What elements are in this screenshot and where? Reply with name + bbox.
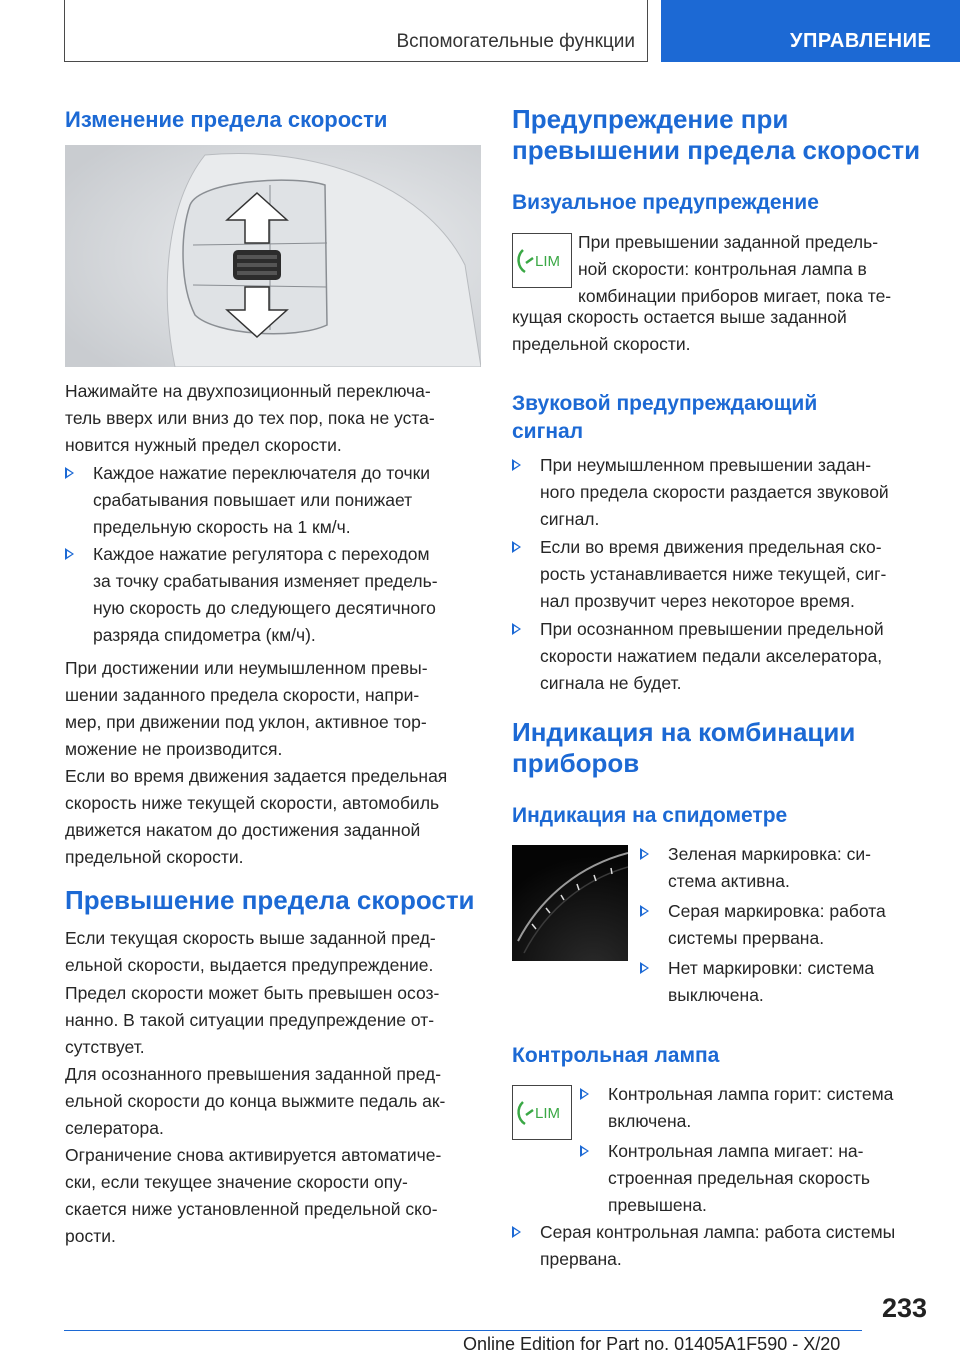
footer-rule [64, 1330, 862, 1331]
bullet-triangle-icon [580, 1088, 589, 1100]
list-item: Каждое нажатие регулятора с переходом за точку срабатывания изменяет предель- ную скорость до следующего десятичного разряда спидометра (км/ч). [65, 541, 481, 649]
chapter-title: УПРАВЛЕНИЕ [790, 30, 932, 52]
list-item: Каждое нажатие переключателя до точки срабатывания повышает или понижает предельную скорость на 1 км/ч. [65, 460, 481, 541]
page-number: 233 [881, 1293, 927, 1323]
speedometer-illustration [512, 845, 628, 961]
heading-sound-signal: Звуковой предупреждающий сигнал [512, 392, 818, 443]
lim-lamp-icon: LIM [512, 233, 572, 288]
heading-indicator-lamp: Контрольная лампа [512, 1044, 720, 1067]
bullet-triangle-icon [512, 623, 521, 635]
header-section-box [64, 0, 648, 62]
heading-warning: Предупреждение при превышении предела скорости [512, 104, 921, 165]
para-press-pedal: Для осознанного превышения заданной пред- ельной скорости до конца выжмите педаль ак- селератора. [65, 1064, 446, 1138]
steering-switch-illustration [65, 145, 481, 367]
list-item: Нет маркировки: система выключена. [640, 955, 930, 1011]
section-title: Вспомогательные функции [396, 31, 635, 52]
bullet-triangle-icon [640, 962, 649, 974]
list-item: Зеленая маркировка: си- стема активна. [640, 841, 930, 897]
bullet-triangle-icon [65, 467, 74, 479]
list-item: Серая контрольная лампа: работа системы прервана. [512, 1219, 932, 1275]
heading-instrument-cluster: Индикация на комбинации приборов [512, 717, 856, 778]
para-conscious-exceed: Предел скорости может быть превышен осоз- нанно. В такой ситуации предупреждение от- сутствует. [65, 983, 440, 1057]
bullet-triangle-icon [580, 1145, 589, 1157]
para-active-braking: При достижении или неумышленном превы- шении заданного предела скорости, напри- мер, при движении под уклон, активное тор- можение не производится. [65, 658, 428, 759]
list-item: При осознанном превышении предельной скорости нажатием педали акселератора, сигнала не будет. [512, 616, 932, 697]
lim-lamp-icon: LIM [512, 1085, 572, 1140]
bullet-triangle-icon [512, 1226, 521, 1238]
bullet-triangle-icon [512, 459, 521, 471]
steering-switch-image [65, 145, 481, 367]
heading-visual-warning: Визуальное предупреждение [512, 191, 819, 214]
para-visual-warning-cont: кущая скорость остается выше заданной предельной скорости. [512, 307, 847, 354]
heading-speedometer: Индикация на спидометре [512, 804, 788, 827]
bullet-triangle-icon [512, 541, 521, 553]
list-item: При неумышленном превышении задан- ного предела скорости раздается звуковой сигнал. [512, 452, 932, 533]
speedometer-image [512, 845, 628, 961]
list-item: Контрольная лампа мигает: на- строенная предельная скорость превышена. [580, 1138, 930, 1219]
para-press-switch: Нажимайте на двухпозиционный переключа- тель вверх или вниз до тех пор, пока не уста- новится нужный предел скорости. [65, 381, 435, 455]
para-exceed-warning: Если текущая скорость выше заданной пред- ельной скорости, выдается предупреждение. [65, 928, 436, 975]
bullet-triangle-icon [65, 548, 74, 560]
bullet-triangle-icon [640, 905, 649, 917]
para-visual-warning: При превышении заданной предель- ной скорости: контрольная лампа в комбинации приборов мигает, пока те- [578, 232, 892, 306]
list-item: Серая маркировка: работа системы прервана. [640, 898, 930, 954]
para-auto-reactivate: Ограничение снова активируется автоматиче- ски, если текущее значение скорости опу- скается ниже установленной предельной ско- рости. [65, 1145, 442, 1246]
heading-exceed-limit: Превышение предела скорости [65, 885, 475, 915]
edition-line: Online Edition for Part no. 01405A1F590 - X/20 [463, 1334, 841, 1354]
heading-change-limit: Изменение предела скорости [65, 107, 388, 132]
bullet-triangle-icon [640, 848, 649, 860]
para-coasting: Если во время движения задается предельная скорость ниже текущей скорости, автомобиль движется накатом до достижения заданной предельной скорости. [65, 766, 448, 867]
list-item: Если во время движения предельная ско- рость устанавливается ниже текущей, сиг- нал прозвучит через некоторое время. [512, 534, 932, 615]
list-item: Контрольная лампа горит: система включена. [580, 1081, 930, 1137]
